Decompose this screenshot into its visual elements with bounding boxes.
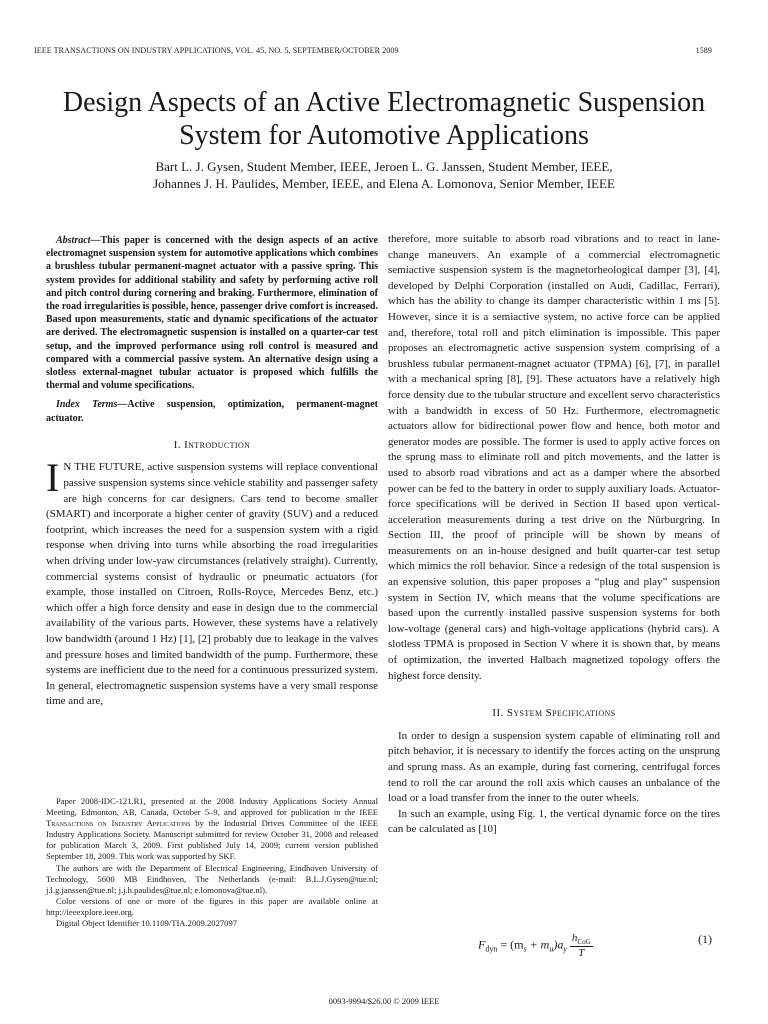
abstract [46, 234, 378, 392]
author-list [34, 158, 734, 192]
intro-paragraph [46, 455, 378, 710]
running-header [34, 46, 712, 55]
index-terms-lead: Index Terms [56, 399, 118, 411]
abstract-lead: Abstract [56, 235, 91, 246]
right-column [388, 232, 720, 838]
drop-cap: I [46, 455, 60, 501]
intro-paragraph-continued: therefore, more suitable to absorb road vibrations and to react in lane-change maneuvers. An example of a commercial electromagnetic semiactive suspension system is the magnetorheological damper [3], [4], developed by Delphi Corporation (installed on Audi, Cadillac, Ferrari), which has the ability to change its damper characteristic within 1 ms [5]. However, since it is a semiactive system, no active force can be applied and, therefore, total roll and pitch elimination is impossible. This paper proposes an electromagnetic active suspension system comprising of a brushless tubular permanent-magnet actuator (TPMA) [6], [7], in parallel with a mechanical spring [8], [9]. These actuators have a relatively high force density due to the tubular structure and excellent servo characteristics with a bandwidth in excess of 50 Hz. Furthermore, electromagnetic actuators allow for bidirectional power flow and hence, both motor and generator modes are possible. The former is used to apply active forces on the sprung mass to eliminate roll and pitch movements, and the latter is used to absorb road vibrations and act as a damper where the absorbed power can be fed to the battery in order to supply auxiliary loads. Actuator-force specifications will be derived in Section II based upon vertical-acceleration measurements during a test drive on the Nürburgring. In Section III, the proof of principle will be shown by means of measurements on an in-house designed and built quarter-car test setup which mimics the roll behavior. Since a redesign of the total suspension is an expensive solution, this paper proposes a “plug and play” suspension system in Section IV, which means that the volume specifications are based upon the currently installed passive suspension systems for both low-voltage (general cars) and high-voltage applications (hybrid cars). A slotless TPMA is proposed in Section V where it is shown that, by means of optimization, the inverted Halbach magnetized topology offers the highest force density. [388, 233, 720, 682]
abstract-text: —This paper is concerned with the design aspects of an active electromagnet suspension system for automotive applications which combines a brushless tubular permanent-magnet actuator with a passive spring. This system provides for additional stability and safety by performing active roll and pitch control during cornering and braking. Furthermore, elimination of the road irregularities is possible, hence, passenger drive comfort is increased. Based upon measurements, static and dynamic specifications of the actuator are derived. The electromagnetic suspension is installed on a quarter-car test setup, and the improved performance using roll control is measured and compared with a commercial passive system. An alternative design using a slotless external-magnet tubular actuator is proposed which fulfills the thermal and volume specifications. [46, 235, 378, 392]
index-terms-text: —Active suspension, optimization, permanent-magnet actuator. [46, 399, 378, 424]
author-line-1: Bart L. J. Gysen, Student Member, IEEE, Jeroen L. G. Janssen, Student Member, IEEE, [155, 159, 613, 174]
first-page-footnote [46, 796, 378, 929]
intro-first-word: N THE FUTURE, [63, 461, 145, 474]
footnote-submission: Paper 2008-IDC-121.R1, presented at the 2008 Industry Applications Society Annual Meeting, Edmonton, AB, Canada, October 5–9, and approved for publication in the IEEE Transactions on Industry Applications by the Industrial Drives Committee of the IEEE Industry Applications Society. Manuscript submitted for review October 31, 2008 and released for publication March 3, 2009. First published July 14, 2009; current version published September 18, 2009. This work was supported by SKF. [46, 796, 378, 862]
journal-header: IEEE TRANSACTIONS ON INDUSTRY APPLICATIONS, VOL. 45, NO. 5, SEPTEMBER/OCTOBER 2009 [34, 46, 399, 55]
section-heading-system-specifications: II. System Specifications [492, 707, 616, 720]
footnote-affiliation: The authors are with the Department of Electrical Engineering, Eindhoven University of Technology, 5600 MB Eindhoven, The Netherlands (e-mail: B.L.J.Gysen@tue.nl; j.l.g.janssen@tue.nl; j.j.h.paulides@tue.nl; e.lomonova@tue.nl). [46, 862, 378, 895]
index-terms [46, 398, 378, 424]
author-line-2: Johannes J. H. Paulides, Member, IEEE, and Elena A. Lomonova, Senior Member, IEEE [153, 176, 615, 191]
footnote-color-note: Color versions of one or more of the figures in this paper are available online at http://ieeexplore.ieee.org. [46, 895, 378, 917]
section-heading-introduction: I. Introduction [173, 438, 251, 451]
spec-paragraph-1: In order to design a suspension system capable of eliminating roll and pitch behavior, it is necessary to identify the forces acting on the unsprung and sprung mass. As an example, during fast cornering, centrifugal forces tend to roll the car around the roll axis which causes an unbalance of the load or a load transfer from the inner to the outer wheels. [388, 729, 720, 805]
equation-body: $F_{dyn} = (m_s + m_u)a_y$ $\frac{h_{CoG}}{T}$ [478, 932, 591, 960]
equation-fraction: $\frac{h_{CoG}}{T}$ [571, 932, 591, 960]
paper-title: Design Aspects of an Active Electromagnetic Suspension System for Automotive Applications [62, 87, 706, 151]
spec-paragraph-2: In such an example, using Fig. 1, the vertical dynamic force on the tires can be calculated as [10] [388, 807, 720, 836]
equation-number: (1) [698, 932, 712, 946]
intro-body: active suspension systems will replace conventional passive suspension systems since vehicle stability and passenger safety are high concerns for car designers. Cars tend to become smaller (SMART) and incorporate a higher center of gravity (SUV) and a reduced footprint, which increases the need for a suspension system with a rigid response when driving into turns while absorbing the road irregularities when driving under low-yaw circumstances (relatively straight). Currently, commercial systems consist of hydraulic or pneumatic actuators (for example, those installed on Citroen, Rolls-Royce, Mercedes Benz, etc.) which offer a high force density and ease in design due to the commercial availability of the various parts. However, these systems have a relatively low bandwidth (around 1 Hz) [1], [2] probably due to leakage in the valves and pressure hoses and limited bandwidth of the pump. Furthermore, these systems are inefficient due to the need for a continuous pressurized system. In general, electromagnetic suspension systems have a very small response time and are, [46, 461, 378, 708]
page-number: 1589 [695, 46, 712, 55]
equation-1 [388, 926, 712, 960]
left-column [46, 234, 378, 710]
copyright-footer: 0093-9994/$26.00 © 2009 IEEE [328, 996, 440, 1006]
footnote-doi: Digital Object Identifier 10.1109/TIA.2009.2027097 [56, 918, 238, 929]
